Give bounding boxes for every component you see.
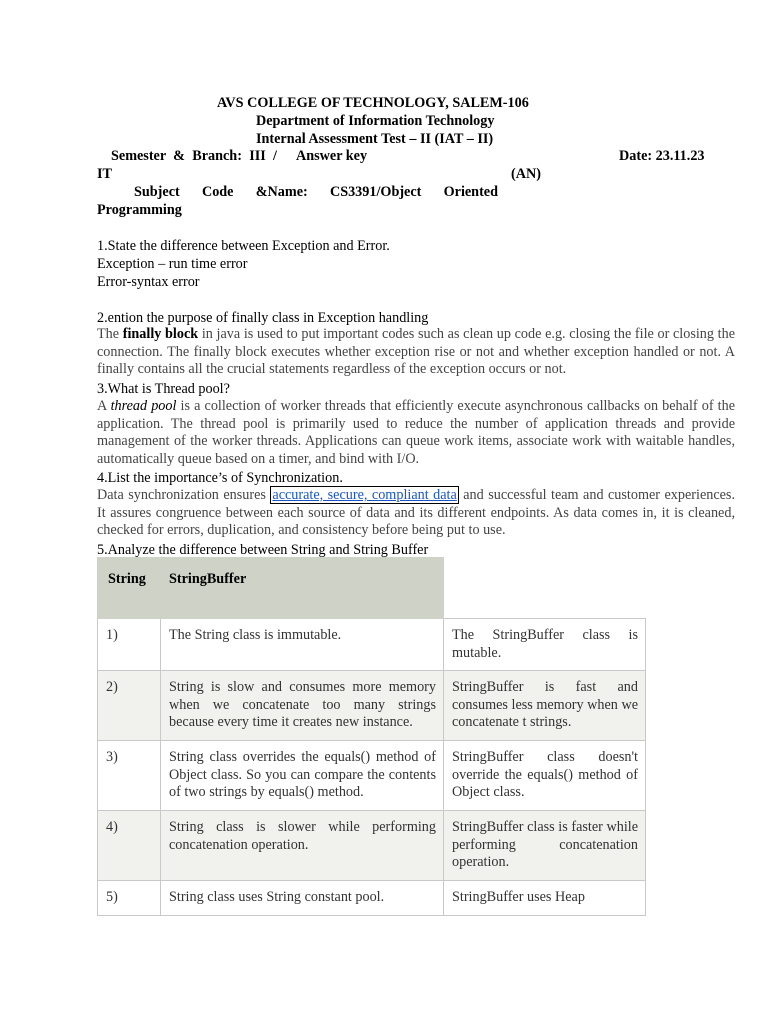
q3-answer-pre: A — [97, 398, 111, 414]
semester-branch-line1: Semester & Branch: III / — [111, 148, 277, 164]
q5-question: 5.Analyze the difference between String and String Buffer — [97, 542, 429, 558]
semester-branch-line2: IT — [97, 166, 112, 182]
q3-answer-post: is a collection of worker threads that efficiently execute asynchronous callbacks on behalf of the application. The thread pool is primarily used to reduce the number of application threads and provide management of the worker threads. Applications can queue work items, associate work with waitable handles, automatically queue based on a timer, and bind with I/O. — [97, 398, 735, 467]
row-string-cell: String class overrides the equals() method of Object class. So you can compare the contents of two strings by equals() method. — [161, 741, 444, 811]
q3-answer — [97, 398, 735, 468]
q2-question: 2.ention the purpose of finally class in Exception handling — [97, 310, 429, 326]
date-label: Date: 23.11.23 — [619, 148, 705, 164]
q2-answer-pre: The — [97, 326, 123, 342]
q4-answer-pre: Data synchronization ensures — [97, 487, 271, 503]
row-string-cell: String is slow and consumes more memory when we concatenate too many strings because every time it creates new instance. — [161, 671, 444, 741]
q2-answer-post: in java is used to put important codes such as clean up code e.g. closing the file or closing the connection. The finally block executes whether exception rise or not and whether exception handled or not. A finally contains all the crucial statements regardless of the exception occurs or not. — [97, 326, 735, 377]
header-stringbuffer: StringBuffer — [161, 558, 444, 619]
row-number: 5) — [98, 881, 161, 916]
table-header-row — [98, 558, 646, 619]
row-buffer-cell: The StringBuffer class is mutable. — [444, 619, 646, 671]
comparison-table — [97, 557, 646, 916]
q2-answer-bold: finally block — [122, 326, 199, 342]
session-label: (AN) — [511, 166, 541, 182]
q3-answer-italic: thread pool — [110, 398, 177, 414]
q1-question: 1.State the difference between Exception and Error. — [97, 238, 390, 254]
table-row — [98, 671, 646, 741]
q1-answer-line1: Exception – run time error — [97, 256, 248, 272]
table-row — [98, 811, 646, 881]
subject-line1: Subject Code &Name: CS3391/Object Oriented — [134, 184, 498, 200]
q4-answer-post: and successful team and customer experiences. It assures congruence between each source of data and its different endpoints. As data comes in, it is cleaned, checked for errors, duplication, and consistency before being put to use. — [97, 487, 735, 538]
row-string-cell: String class uses String constant pool. — [161, 881, 444, 916]
row-number: 1) — [98, 619, 161, 671]
row-buffer-cell: StringBuffer uses Heap — [444, 881, 646, 916]
q1-answer-line2: Error-syntax error — [97, 274, 200, 290]
row-buffer-cell: StringBuffer is fast and consumes less memory when we concatenate t strings. — [444, 671, 646, 741]
answer-key-label: Answer key — [296, 148, 368, 164]
table-row — [98, 881, 646, 916]
row-number: 3) — [98, 741, 161, 811]
row-number: 2) — [98, 671, 161, 741]
college-name: AVS COLLEGE OF TECHNOLOGY, SALEM-106 — [217, 95, 529, 111]
table-row — [98, 741, 646, 811]
department-name: Department of Information Technology — [256, 113, 495, 129]
q2-answer — [97, 326, 735, 379]
test-name: Internal Assessment Test – II (IAT – II) — [256, 131, 494, 147]
subject-line2: Programming — [97, 202, 182, 218]
row-buffer-cell: StringBuffer class doesn't override the equals() method of Object class. — [444, 741, 646, 811]
q3-question: 3.What is Thread pool? — [97, 381, 230, 397]
header-string: String — [98, 558, 161, 619]
table-row — [98, 619, 646, 671]
q4-answer — [97, 487, 735, 540]
row-string-cell: String class is slower while performing concatenation operation. — [161, 811, 444, 881]
q4-answer-link[interactable]: accurate, secure, compliant data — [272, 487, 457, 503]
q4-question: 4.List the importance’s of Synchronization. — [97, 470, 343, 486]
row-string-cell: The String class is immutable. — [161, 619, 444, 671]
row-buffer-cell: StringBuffer class is faster while performing concatenation operation. — [444, 811, 646, 881]
row-number: 4) — [98, 811, 161, 881]
header-empty-cell — [444, 558, 646, 619]
